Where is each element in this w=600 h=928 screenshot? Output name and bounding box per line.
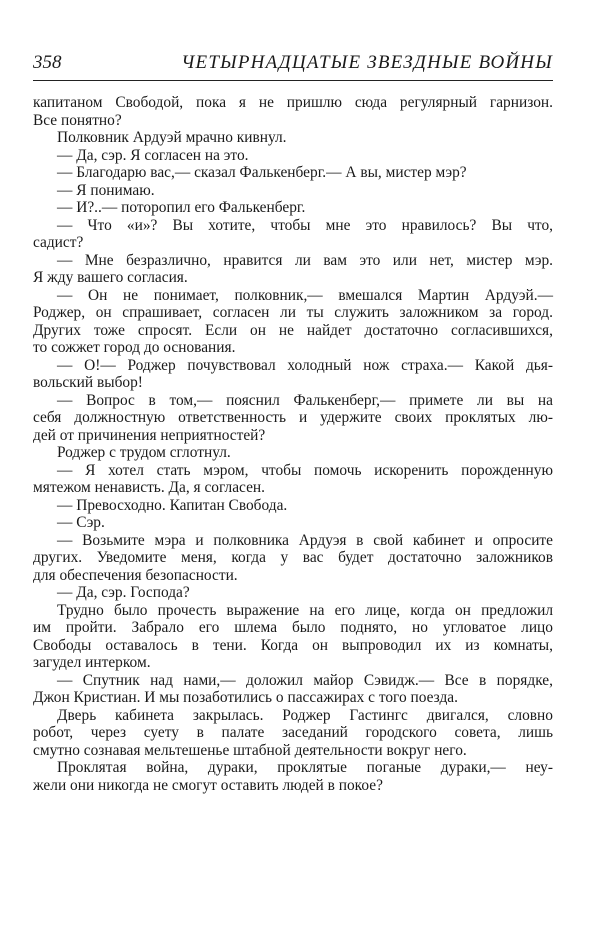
running-header	[33, 52, 553, 81]
text-line: мятежом ненависть. Да, я согласен.	[33, 479, 265, 496]
text-line: — Спутник над нами,— доложил майор Сэвидж.— Все в порядке,	[57, 671, 553, 689]
text-line: вольский выбор!	[33, 374, 143, 391]
text-line: загудел интерком.	[33, 654, 151, 671]
text-line: им пройти. Забрало его шлема было поднято, но угловатое лицо	[33, 619, 553, 636]
text-line: Свободы оставалось в тени. Когда он выпроводил их из комнаты,	[33, 636, 553, 654]
text-line: дей от причинения неприятностей?	[33, 426, 266, 444]
page-number: 358	[33, 52, 62, 73]
text-line: Проклятая война, дураки, проклятые поганые дураки,— неу-	[57, 759, 553, 776]
text-line: Трудно было прочесть выражение на его лице, когда он предложил	[57, 601, 553, 619]
text-line: себя должностную ответственность и удержите своих проклятых лю-	[33, 409, 553, 426]
text-line: для обеспечения безопасности.	[33, 566, 238, 584]
text-line: садист?	[33, 234, 84, 251]
text-line: — Я понимаю.	[57, 181, 155, 199]
page-body-text	[33, 94, 553, 794]
text-line: — Да, сэр. Господа?	[57, 584, 190, 601]
text-line: робот, через суету в палате заседаний городского совета, лишь	[33, 724, 553, 741]
text-line: — Благодарю вас,— сказал Фалькенберг.— А вы, мистер мэр?	[57, 164, 467, 181]
text-line: — Он не понимает, полковник,— вмешался Мартин Ардуэй.—	[57, 286, 553, 304]
text-line: Полковник Ардуэй мрачно кивнул.	[57, 129, 287, 146]
text-line: — Что «и»? Вы хотите, чтобы мне это нравилось? Вы что,	[57, 216, 553, 234]
text-line: — Превосходно. Капитан Свобода.	[57, 496, 288, 514]
text-line: — Сэр.	[57, 514, 105, 531]
text-line: — Вопрос в том,— пояснил Фалькенберг,— примете ли вы на	[57, 391, 553, 409]
text-line: смутно сознавая мельтешенье штабной деятельности вокруг него.	[33, 741, 467, 759]
text-line: Все понятно?	[33, 111, 122, 129]
text-line: — Да, сэр. Я согласен на это.	[57, 146, 249, 164]
text-line: капитаном Свободой, пока я не пришлю сюда регулярный гарнизон.	[33, 94, 553, 111]
text-line: Джон Кристиан. И мы позаботились о пассажирах с того поезда.	[33, 689, 458, 706]
text-line: Роджер с трудом сглотнул.	[57, 444, 231, 461]
text-line: жели они никогда не смогут оставить людей в покое?	[33, 776, 383, 794]
text-line: Дверь кабинета закрылась. Роджер Гастингс двигался, словно	[57, 706, 553, 724]
text-line: Других тоже спросят. Если он не найдет достаточно согласившихся,	[33, 321, 553, 339]
text-line: — О!— Роджер почувствовал холодный нож страха.— Какой дья-	[57, 356, 553, 374]
text-line: — И?..— поторопил его Фалькенберг.	[57, 199, 306, 216]
text-line: то сожжет город до основания.	[33, 339, 236, 356]
text-line: Я жду вашего согласия.	[33, 269, 188, 286]
running-title: ЧЕТЫРНАДЦАТЫЕ ЗВЕЗДНЫЕ ВОЙНЫ	[181, 52, 553, 73]
text-line: — Возьмите мэра и полковника Ардуэя в свой кабинет и опросите	[57, 531, 553, 549]
text-line: — Я хотел стать мэром, чтобы помочь искоренить порожденную	[57, 461, 553, 479]
text-line: Роджер, он спрашивает, согласен ли ты служить заложником за город.	[33, 304, 553, 321]
text-line: — Мне безразлично, нравится ли вам это или нет, мистер мэр.	[57, 251, 553, 269]
text-line: других. Уведомите меня, когда у вас будет достаточно заложников	[33, 549, 553, 566]
